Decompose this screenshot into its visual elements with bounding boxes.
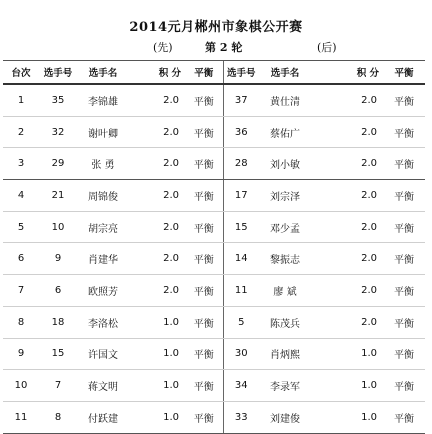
result-first: 平衡 [185,84,223,116]
player-name-second: 廖 斌 [259,275,311,307]
table-row [3,180,425,212]
header-table: 台次 [3,61,39,85]
round-label: 第 2 轮 [205,41,243,54]
player-number-second: 37 [223,84,259,116]
result-second: 平衡 [383,370,425,402]
table-row [3,306,425,338]
player-number-second: 34 [223,370,259,402]
result-first: 平衡 [185,116,223,148]
result-first: 平衡 [185,275,223,307]
result-second: 平衡 [383,148,425,180]
player-name-second: 蔡佑广 [259,116,311,148]
player-number-second: 30 [223,338,259,370]
result-first: 平衡 [185,243,223,275]
table-number: 11 [3,401,39,433]
pairing-table [3,60,425,434]
table-row [3,211,425,243]
result-second: 平衡 [383,338,425,370]
player-number-first: 8 [39,401,77,433]
round-subtitle [0,39,432,55]
score-second: 2.0 [311,148,383,180]
pairing-rows [3,84,425,433]
table-number: 1 [3,84,39,116]
table-number: 7 [3,275,39,307]
score-second: 2.0 [311,275,383,307]
player-name-second: 刘宗泽 [259,180,311,212]
player-number-second: 14 [223,243,259,275]
table-row [3,338,425,370]
table-number: 5 [3,211,39,243]
table-number: 9 [3,338,39,370]
table-number: 4 [3,180,39,212]
score-first: 1.0 [129,306,185,338]
header-score-second: 积 分 [311,61,383,85]
score-second: 1.0 [311,370,383,402]
player-number-second: 11 [223,275,259,307]
player-name-first: 欧照芳 [77,275,129,307]
player-number-first: 6 [39,275,77,307]
result-first: 平衡 [185,401,223,433]
score-second: 1.0 [311,338,383,370]
header-result-first: 平衡 [185,61,223,85]
result-second: 平衡 [383,275,425,307]
score-first: 2.0 [129,275,185,307]
header-number-second: 选手号 [223,61,259,85]
player-number-second: 28 [223,148,259,180]
header-score-first: 积 分 [129,61,185,85]
score-second: 2.0 [311,180,383,212]
table-number: 6 [3,243,39,275]
header-number-first: 选手号 [39,61,77,85]
player-name-first: 李洛松 [77,306,129,338]
player-name-first: 许国文 [77,338,129,370]
player-name-second: 李录军 [259,370,311,402]
result-second: 平衡 [383,401,425,433]
player-number-second: 17 [223,180,259,212]
result-second: 平衡 [383,180,425,212]
result-second: 平衡 [383,243,425,275]
result-first: 平衡 [185,338,223,370]
result-first: 平衡 [185,306,223,338]
table-number: 8 [3,306,39,338]
score-second: 2.0 [311,84,383,116]
table-row [3,148,425,180]
player-number-second: 15 [223,211,259,243]
header-result-second: 平衡 [383,61,425,85]
player-number-first: 21 [39,180,77,212]
result-second: 平衡 [383,306,425,338]
player-name-first: 肖建华 [77,243,129,275]
table-number: 3 [3,148,39,180]
player-number-first: 32 [39,116,77,148]
player-number-first: 7 [39,370,77,402]
score-first: 2.0 [129,148,185,180]
result-second: 平衡 [383,211,425,243]
score-second: 2.0 [311,116,383,148]
player-name-first: 张 勇 [77,148,129,180]
second-side-label: (后) [317,41,337,54]
table-row [3,116,425,148]
player-name-second: 邓少孟 [259,211,311,243]
score-first: 2.0 [129,243,185,275]
score-first: 1.0 [129,338,185,370]
player-name-second: 刘建俊 [259,401,311,433]
player-name-first: 胡宗亮 [77,211,129,243]
score-first: 2.0 [129,211,185,243]
result-second: 平衡 [383,84,425,116]
score-second: 2.0 [311,306,383,338]
table-number: 10 [3,370,39,402]
player-name-second: 黎振志 [259,243,311,275]
header-name-second: 选手名 [259,61,311,85]
result-first: 平衡 [185,148,223,180]
player-number-second: 5 [223,306,259,338]
player-name-second: 陈茂兵 [259,306,311,338]
player-name-first: 付跃建 [77,401,129,433]
score-first: 1.0 [129,401,185,433]
player-number-first: 18 [39,306,77,338]
score-second: 2.0 [311,243,383,275]
player-number-first: 29 [39,148,77,180]
first-side-label: (先) [153,41,173,54]
table-row [3,370,425,402]
score-first: 2.0 [129,180,185,212]
player-name-second: 肖炳熙 [259,338,311,370]
table-row [3,84,425,116]
header-name-first: 选手名 [77,61,129,85]
player-number-first: 10 [39,211,77,243]
player-name-first: 李锦雄 [77,84,129,116]
player-name-second: 刘小敏 [259,148,311,180]
result-second: 平衡 [383,116,425,148]
table-row [3,401,425,433]
player-name-first: 周锦俊 [77,180,129,212]
player-number-second: 36 [223,116,259,148]
table-number: 2 [3,116,39,148]
player-number-second: 33 [223,401,259,433]
table-header [3,61,425,85]
player-number-first: 35 [39,84,77,116]
player-number-first: 15 [39,338,77,370]
result-first: 平衡 [185,370,223,402]
table-row [3,275,425,307]
player-number-first: 9 [39,243,77,275]
result-first: 平衡 [185,180,223,212]
page-title: 2014元月郴州市象棋公开赛 [129,20,303,35]
score-first: 2.0 [129,116,185,148]
score-first: 1.0 [129,370,185,402]
score-second: 1.0 [311,401,383,433]
player-name-first: 蒋文明 [77,370,129,402]
score-first: 2.0 [129,84,185,116]
player-name-second: 黄仕清 [259,84,311,116]
score-second: 2.0 [311,211,383,243]
player-name-first: 谢叶卿 [77,116,129,148]
result-first: 平衡 [185,211,223,243]
table-row [3,243,425,275]
